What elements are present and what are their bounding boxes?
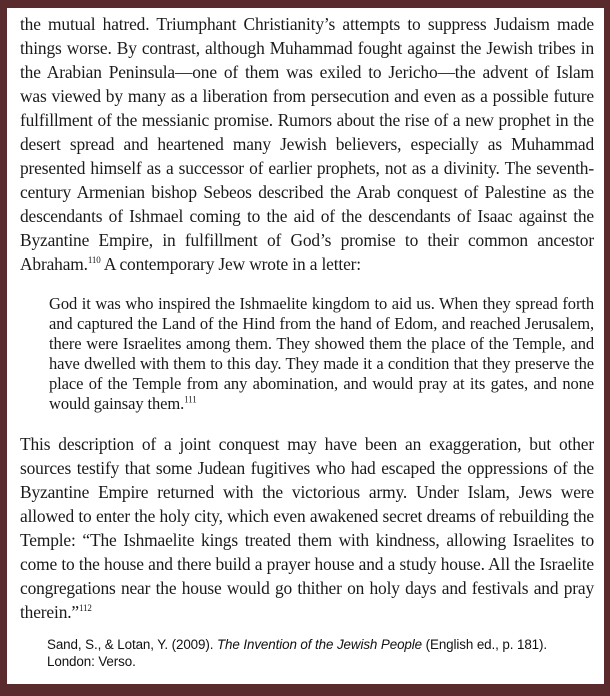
footnote-111: 111 <box>184 394 197 405</box>
citation-authors: Sand, S., & Lotan, Y. (2009). <box>47 637 217 652</box>
citation-title: The Invention of the Jewish People <box>216 637 423 652</box>
block-quote-text: God it was who inspired the Ishmaelite kingdom to aid us. When they spread forth and captured the Land of the Hind from the hand of Edom, and reached Jerusalem, there were Israelites among them. They showed them the place of the Temple, and have dwelled with them to this day. They made it a condition that they preserve the place of the Temple from any abomination, and would pray at its gates, and none would gainsay them. <box>49 294 594 413</box>
paragraph-2 <box>20 432 594 624</box>
paragraph-1-continuation: A contemporary Jew wrote in a letter: <box>100 254 361 274</box>
paragraph-2-text: This description of a joint conquest may have been an exaggeration, but other sources testify that some Judean fugitives who had escaped the oppressions of the Byzantine Empire returned with the victorious army. Under Islam, Jews were allowed to enter the holy city, which even awakened secret dreams of rebuilding the Temple: “The Ishmaelite kings treated them with kindness, allowing Israelites to come to the house and there build a prayer house and a study house. All the Israelite congregations near the house would go thither on holy days and festivals and pray therein.” <box>20 434 594 622</box>
citation-details: (English ed., p. 181). London: Verso. <box>47 637 547 669</box>
paragraph-1 <box>20 12 594 276</box>
block-quote <box>49 294 594 414</box>
citation <box>47 636 594 670</box>
paragraph-1-text: the mutual hatred. Triumphant Christianity’s attempts to suppress Judaism made things worse. By contrast, although Muhammad fought against the Jewish tribes in the Arabian Peninsula—one of them was exiled to Jericho—the advent of Islam was viewed by many as a liberation from persecution and even as a possible future fulfillment of the messianic promise. Rumors about the rise of a new prophet in the desert spread and heartened many Jewish believers, especially as Muhammad presented himself as a successor of earlier prophets, not as a divinity. The seventh-century Armenian bishop Sebeos described the Arab conquest of Palestine as the descendants of Ishmael coming to the aid of the descendants of Isaac against the Byzantine Empire, in fulfillment of God’s promise to their common ancestor Abraham. <box>20 14 594 274</box>
document-page <box>7 8 604 684</box>
footnote-110: 110 <box>87 255 101 266</box>
footnote-112: 112 <box>79 603 92 614</box>
